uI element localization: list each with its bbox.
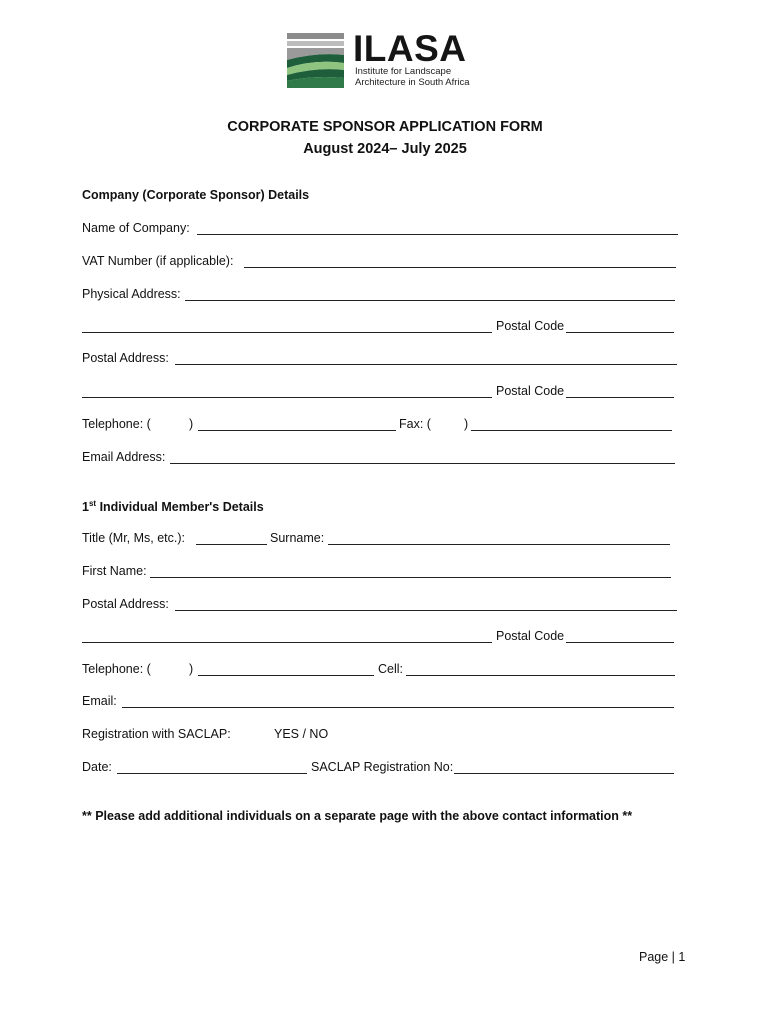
member-email-label: Email: bbox=[82, 694, 117, 708]
individual-heading-number: 1 bbox=[82, 500, 89, 515]
telephone-paren-close: ) bbox=[189, 417, 194, 431]
member-telephone-label: Telephone: ( bbox=[82, 662, 151, 676]
registration-label: Registration with SACLAP: bbox=[82, 727, 231, 741]
email-address-label: Email Address: bbox=[82, 450, 166, 464]
page-number: Page | 1 bbox=[639, 950, 686, 964]
logo-subtitle bbox=[355, 66, 470, 88]
member-postal-code-field[interactable] bbox=[566, 642, 674, 643]
logo-subtitle-line1: Institute for Landscape bbox=[355, 66, 452, 77]
telephone-field[interactable] bbox=[198, 430, 396, 431]
fax-field[interactable] bbox=[471, 430, 672, 431]
form-title: CORPORATE SPONSOR APPLICATION FORM bbox=[227, 119, 543, 135]
member-postal-address-label: Postal Address: bbox=[82, 597, 169, 611]
title-field[interactable] bbox=[196, 544, 267, 545]
company-name-label: Name of Company: bbox=[82, 221, 190, 235]
ilasa-logo-icon bbox=[287, 33, 344, 88]
fax-paren-close: ) bbox=[464, 417, 469, 431]
individual-heading-text: Individual Member's Details bbox=[99, 500, 264, 515]
member-email-field[interactable] bbox=[122, 707, 674, 708]
surname-label: Surname: bbox=[270, 531, 325, 545]
postal-postal-code-label: Postal Code bbox=[496, 384, 565, 398]
first-name-field[interactable] bbox=[150, 577, 671, 578]
company-section-heading: Company (Corporate Sponsor) Details bbox=[82, 188, 310, 202]
telephone-label: Telephone: ( bbox=[82, 417, 151, 431]
postal-address-field[interactable] bbox=[175, 364, 677, 365]
surname-field[interactable] bbox=[328, 544, 670, 545]
logo-name: ILASA bbox=[353, 28, 467, 69]
vat-number-field[interactable] bbox=[244, 267, 676, 268]
cell-label: Cell: bbox=[378, 662, 404, 676]
additional-individuals-note: ** Please add additional individuals on a separate page with the above contact information ** bbox=[82, 809, 633, 823]
cell-field[interactable] bbox=[406, 675, 675, 676]
vat-number-label: VAT Number (if applicable): bbox=[82, 254, 234, 268]
logo-subtitle-line2: Architecture in South Africa bbox=[355, 77, 470, 88]
member-postal-code-label: Postal Code bbox=[496, 629, 565, 643]
physical-postal-code-label: Postal Code bbox=[496, 319, 565, 333]
member-postal-address-field[interactable] bbox=[175, 610, 677, 611]
individual-section-heading bbox=[82, 499, 264, 514]
form-period: August 2024– July 2025 bbox=[303, 141, 467, 157]
date-label: Date: bbox=[82, 760, 112, 774]
title-label: Title (Mr, Ms, etc.): bbox=[82, 531, 186, 545]
member-telephone-paren-close: ) bbox=[189, 662, 194, 676]
first-name-label: First Name: bbox=[82, 564, 147, 578]
physical-postal-code-field[interactable] bbox=[566, 332, 674, 333]
member-telephone-field[interactable] bbox=[198, 675, 374, 676]
email-address-field[interactable] bbox=[170, 463, 675, 464]
physical-address-field-2[interactable] bbox=[82, 332, 492, 333]
postal-address-label: Postal Address: bbox=[82, 351, 169, 365]
saclap-registration-no-label: SACLAP Registration No: bbox=[311, 760, 454, 774]
member-postal-address-field-2[interactable] bbox=[82, 642, 492, 643]
physical-address-field[interactable] bbox=[185, 300, 675, 301]
physical-address-label: Physical Address: bbox=[82, 287, 181, 301]
registration-options[interactable]: YES / NO bbox=[274, 727, 329, 741]
date-field[interactable] bbox=[117, 773, 307, 774]
company-name-field[interactable] bbox=[197, 234, 678, 235]
postal-postal-code-field[interactable] bbox=[566, 397, 674, 398]
individual-heading-superscript: st bbox=[88, 499, 97, 508]
postal-address-field-2[interactable] bbox=[82, 397, 492, 398]
saclap-registration-no-field[interactable] bbox=[454, 773, 674, 774]
fax-label: Fax: ( bbox=[399, 417, 431, 431]
